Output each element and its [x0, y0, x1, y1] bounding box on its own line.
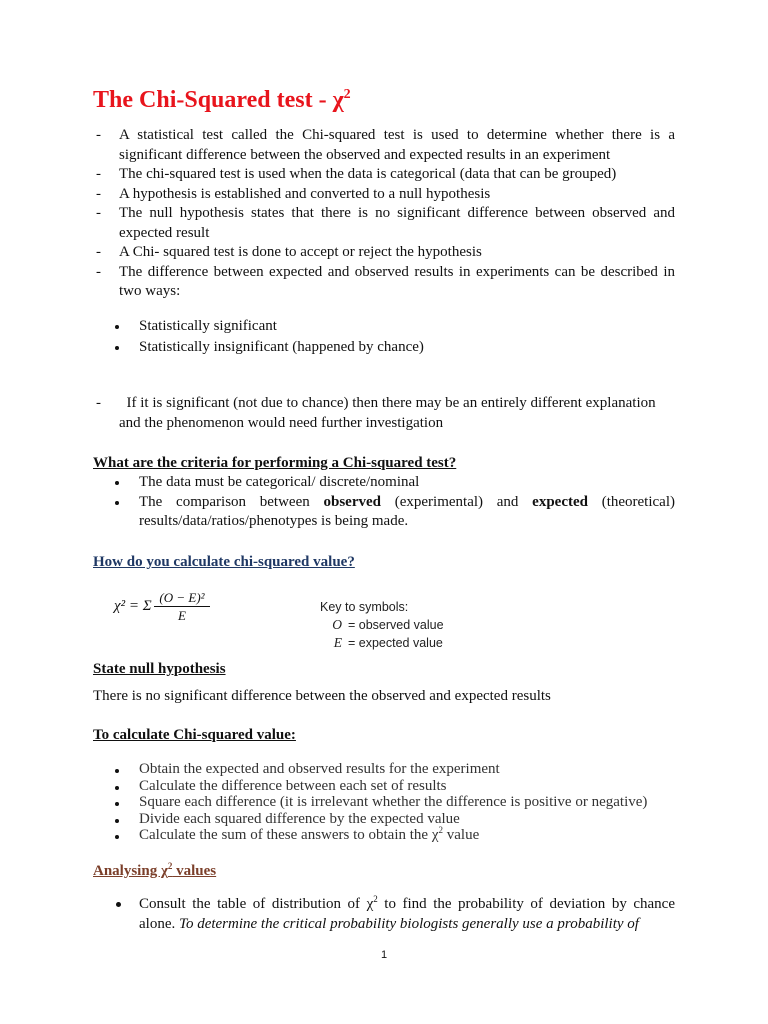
page-title: The Chi-Squared test - $\chi^2$	[93, 87, 351, 113]
list-item: - The difference between expected and observed results in experiments can be described in two ways:	[93, 263, 675, 302]
steps-list	[93, 761, 675, 844]
steps-heading: To calculate Chi-squared value:	[93, 727, 296, 743]
list-item: Square each difference (it is irrelevant whether the difference is positive or negative)	[93, 794, 675, 811]
formula-numerator: (O − E)²	[159, 590, 205, 605]
criteria-list	[93, 473, 675, 532]
list-item: The data must be categorical/ discrete/nominal	[93, 473, 675, 493]
intro-list	[93, 126, 675, 302]
formula-denominator: E	[178, 608, 186, 623]
list-item: - The chi-squared test is used when the data is categorical (data that can be grouped)	[93, 165, 675, 185]
list-item: Calculate the sum of these answers to obtain the $\chi^2$ value	[93, 827, 675, 844]
list-item: - A hypothesis is established and converted to a null hypothesis	[93, 185, 675, 205]
formula-fraction	[154, 590, 210, 623]
list-item: - A Chi- squared test is done to accept or reject the hypothesis	[93, 243, 675, 263]
list-item: - If it is significant (not due to chance) then there may be an entirely different explanation and the phenomenon would need further investigation	[93, 394, 675, 433]
chi-squared-formula	[114, 590, 224, 630]
null-hypothesis-heading: State null hypothesis	[93, 661, 226, 677]
key-row: E = expected value	[333, 635, 443, 650]
symbol-key	[320, 598, 444, 652]
ways-list	[93, 317, 675, 358]
significance-note	[93, 394, 675, 433]
list-item: Divide each squared difference by the expected value	[93, 811, 675, 828]
list-item: The comparison between observed (experimental) and expected (theoretical) results/data/ratios/phenotypes is being made.	[93, 493, 675, 532]
calculate-heading: How do you calculate chi-squared value?	[93, 554, 355, 570]
analysing-list	[93, 895, 675, 934]
null-hypothesis-text: There is no significant difference between the observed and expected results	[93, 688, 551, 704]
list-item: Statistically insignificant (happened by chance)	[93, 338, 675, 358]
list-item: - The null hypothesis states that there is no significant difference between observed and expected result	[93, 204, 675, 243]
list-item: Consult the table of distribution of $\chi^2$ to find the probability of deviation by chance alone. To determine the critical probability biologists generally use a probability of	[93, 895, 675, 934]
criteria-heading: What are the criteria for performing a Chi-squared test?	[93, 455, 457, 471]
formula-lhs: χ² = Σ	[114, 598, 152, 614]
analysing-heading: Analysing $\chi^2$ values	[93, 861, 217, 879]
list-item: - A statistical test called the Chi-squared test is used to determine whether there is a significant difference between the observed and expected results in an experiment	[93, 126, 675, 165]
fraction-bar	[154, 606, 210, 607]
list-item: Obtain the expected and observed results for the experiment	[93, 761, 675, 778]
list-item: Calculate the difference between each set of results	[93, 778, 675, 795]
page-number: 1	[380, 949, 388, 961]
list-item: Statistically significant	[93, 317, 675, 337]
key-title: Key to symbols:	[320, 600, 409, 614]
key-row: O = observed value	[332, 617, 444, 632]
